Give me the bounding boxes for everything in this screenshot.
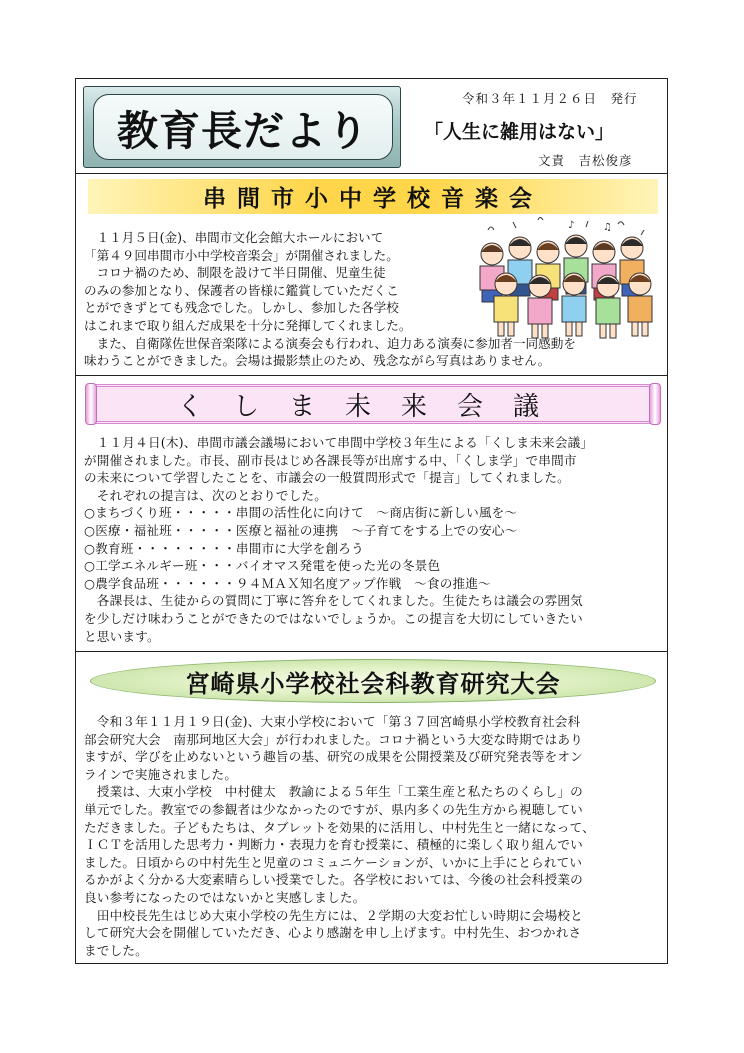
text-line: ただきました。子どもたちは、タブレットを効果的に活用し、中村先生と一緒になって、 xyxy=(84,819,595,835)
text-line: のみの参加となり、保護者の皆様に鑑賞していただくこ xyxy=(84,282,399,298)
text-line: また、自衛隊佐世保音楽隊による演奏会も行われ、迫力ある演奏に参加者一同感動を xyxy=(84,335,576,351)
list-item: ○農学食品班・・・・・・９４ＭＡＸ知名度アップ作戦 ～食の推進～ xyxy=(84,575,491,591)
text-line: ました。日頃からの中村先生と児童のコミュニケーションが、いかに上手にとられてい xyxy=(84,854,583,870)
list-item: ○工学エネルギー班・・・バイオマス発電を使った光の冬景色 xyxy=(84,558,441,574)
section3-banner xyxy=(90,659,656,703)
text-line: ＩＣＴを活用した思考力・判断力・表現力を育む授業に、積極的に楽しく取り組んでい xyxy=(84,837,583,853)
text-line: 単元でした。教室での参観者は少なかったのですが、県内多くの先生方から視聴してい xyxy=(84,801,583,817)
section1-banner xyxy=(88,179,658,214)
divider xyxy=(76,173,667,174)
motto: 「人生に雑用はない」 xyxy=(424,121,615,143)
text-line: と思います。 xyxy=(84,628,160,644)
section2-banner xyxy=(90,384,656,424)
text-line: 部会研究大会 南那珂地区大会」が行われました。コロナ禍という大変な時期ではあり xyxy=(84,731,583,747)
title-plate xyxy=(83,86,401,168)
section3-title: 宮崎県小学校社会科教育研究大会 xyxy=(185,669,561,698)
list-item: ○まちづくり班・・・・・串間の活性化に向けて ～商店街に新しい風を～ xyxy=(84,505,518,521)
issue-date: 令和３年１１月２６日 発行 xyxy=(462,91,638,106)
section3-body xyxy=(84,713,595,959)
divider xyxy=(76,651,667,652)
text-line: 味わうことができました。会場は撮影禁止のため、残念ながら写真はありません。 xyxy=(84,353,551,369)
svg-text:♫: ♫ xyxy=(603,222,612,233)
text-line: １１月５日(金)、串間市文化会館大ホールにおいて xyxy=(84,230,384,245)
text-line: 「第４９回串間市小中学校音楽会」が開催されました。 xyxy=(84,247,399,263)
newsletter-title: 教育長だより xyxy=(117,106,369,155)
text-line: とができずとても残念でした。しかし、参加した各学校 xyxy=(84,300,399,316)
text-line: の未来について学習したことを、市議会の一般質問形式で「提言」してくれました。 xyxy=(84,470,570,486)
text-line: はこれまで取り組んだ成果を十分に発揮してくれました。 xyxy=(84,317,412,333)
text-line: 授業は、大束小学校 中村健太 教諭による５年生「工業生産と私たちのくらし」の xyxy=(84,784,583,800)
text-line: それぞれの提言は、次のとおりでした。 xyxy=(84,487,328,503)
text-line: ますが、学びを止めないという趣旨の基、研究の成果を公開授業及び研究発表等をオン xyxy=(84,749,583,765)
text-line: して研究大会を開催していただき、心より感謝を申し上げます。中村先生、おつかれさ xyxy=(84,925,582,941)
section2-title: くしま未来会議 xyxy=(176,391,569,422)
newsletter-frame xyxy=(75,78,668,964)
text-line: を少しだけ味わうことができたのではないでしょうか。この提言を大切にしていきたい xyxy=(84,610,583,626)
author: 文責 吉松俊彦 xyxy=(538,153,633,168)
text-line: 良い参考になったのではないかと実感しました。 xyxy=(84,889,366,905)
text-line: 田中校長先生はじめ大束小学校の先生方には、２学期の大変お忙しい時期に会場校と xyxy=(84,907,583,923)
text-line: るかがよく分かる大変素晴らしい授業でした。各学校においては、今後の社会科授業の xyxy=(84,872,583,888)
text-line: が開催されました。市長、副市長はじめ各課長等が出席する中、「くしま学」で串間市 xyxy=(84,452,577,468)
text-line: までした。 xyxy=(84,942,148,958)
text-line: ラインで実施されました。 xyxy=(84,766,238,782)
section1-title: 串間市小中学校音楽会 xyxy=(203,186,543,212)
section2-body xyxy=(84,434,593,645)
text-line: コロナ禍のため、制限を設けて半日開催、児童生徒 xyxy=(84,265,386,281)
section1-body xyxy=(84,229,576,370)
svg-text:♪: ♪ xyxy=(568,220,575,231)
text-line: 各課長は、生徒からの質問に丁寧に答弁をしてくれました。生徒たちは議会の雰囲気 xyxy=(84,593,583,609)
text-line: 令和３年１１月１９日(金)、大束小学校において「第３７回宮崎県小学校教育社会科 xyxy=(84,714,581,729)
divider xyxy=(76,375,667,376)
text-line: １１月４日(木)、串間市議会議場において串間中学校３年生による「くしま未来会議」 xyxy=(84,435,594,450)
list-item: ○医療・福祉班・・・・・医療と福祉の連携 ～子育てをする上での安心～ xyxy=(84,522,518,538)
list-item: ○教育班・・・・・・・・串間市に大学を創ろう xyxy=(84,540,364,556)
